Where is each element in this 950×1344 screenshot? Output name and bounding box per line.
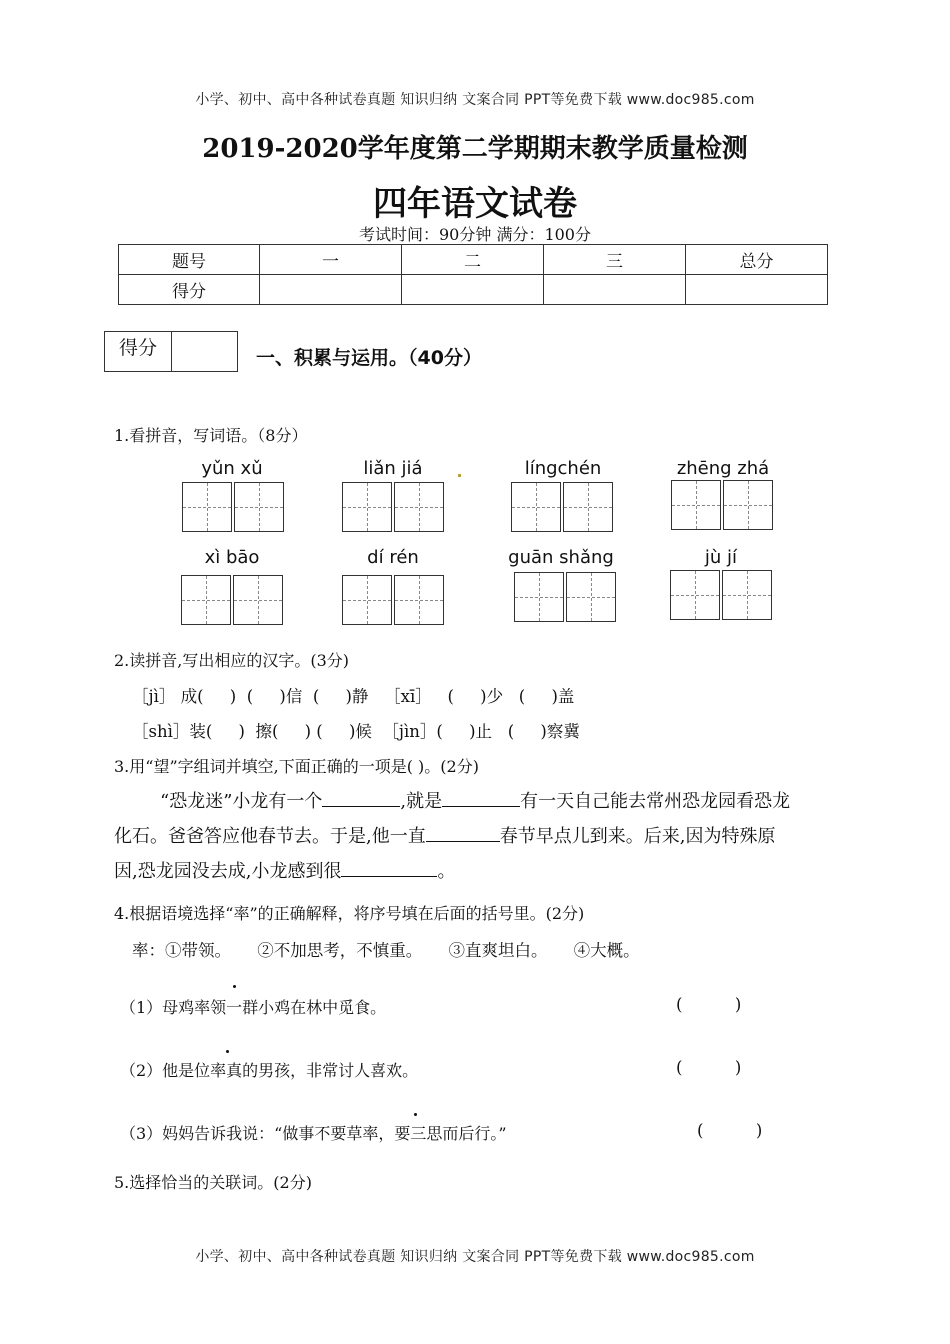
score-cell[interactable] [544, 275, 686, 305]
writing-grid[interactable] [342, 575, 446, 625]
pinyin-label: guān shǎng [508, 547, 614, 568]
question-4-options: 率：①带领。 ②不加思考，不慎重。 ③直爽坦白。 ④大概。 [132, 941, 640, 960]
fill-blank[interactable] [442, 786, 520, 807]
score-table [118, 244, 828, 305]
writing-grid[interactable] [181, 575, 285, 625]
question-3-passage [114, 784, 844, 889]
answer-paren[interactable]: ( ) [676, 1058, 742, 1077]
pinyin-label: liǎn jiá [363, 458, 423, 479]
section-score-label: 得分 [105, 332, 172, 371]
passage-text: 有一天自己能去常州恐龙园看恐龙 [520, 791, 791, 812]
exam-subtitle: 四年语文试卷 [373, 184, 577, 224]
writing-grid[interactable] [511, 482, 615, 532]
table-row [119, 275, 828, 305]
passage-text: 因,恐龙园没去成,小龙感到很 [114, 861, 342, 882]
fill-blank[interactable] [341, 856, 437, 877]
writing-grid[interactable] [182, 482, 286, 532]
pinyin-label: xì bāo [204, 547, 260, 568]
question-4-item: （2）他是位率真的男孩，非常讨人喜欢。 [120, 1061, 419, 1080]
section-title: 一、积累与运用。（40分） [256, 347, 482, 369]
question-4-prompt: 4.根据语境选择“率”的正确解释，将序号填在后面的括号里。(2分) [114, 904, 585, 923]
question-1-prompt: 1.看拼音，写词语。（8分） [114, 426, 308, 445]
question-3-prompt: 3.用“望”字组词并填空,下面正确的一项是( )。(2分) [114, 757, 479, 776]
emphasis-dot [414, 1113, 417, 1116]
emphasis-dot [226, 1050, 229, 1053]
writing-grid[interactable] [342, 482, 446, 532]
writing-grid[interactable] [671, 480, 775, 530]
passage-text: ,就是 [400, 791, 443, 812]
emphasis-dot [233, 985, 236, 988]
pinyin-label: língchén [524, 458, 602, 479]
question-5-prompt: 5.选择恰当的关联词。(2分) [114, 1173, 312, 1192]
pinyin-label: yǔn xǔ [201, 458, 263, 479]
pinyin-label: dí rén [367, 547, 419, 568]
table-row-label: 得分 [119, 275, 260, 305]
table-header-cell: 题号 [119, 245, 260, 275]
table-header-cell: 三 [544, 245, 686, 275]
question-4-item: （3）妈妈告诉我说：“做事不要草率，要三思而后行。” [120, 1124, 507, 1143]
table-header-cell: 二 [402, 245, 544, 275]
table-header-cell: 总分 [686, 245, 828, 275]
passage-text: 春节早点儿到来。后来,因为特殊原 [499, 826, 776, 847]
table-header-cell: 一 [260, 245, 402, 275]
passage-text: “恐龙迷”小龙有一个 [160, 791, 323, 812]
answer-paren[interactable]: ( ) [697, 1121, 763, 1140]
score-cell[interactable] [402, 275, 544, 305]
question-2-line: ［shì］装( ) 擦( ) ( )候 ［jìn］( )止 ( )察冀 [132, 722, 580, 741]
section-score-box [104, 331, 238, 372]
writing-grid[interactable] [514, 572, 618, 622]
answer-paren[interactable]: ( ) [676, 995, 742, 1014]
writing-grid[interactable] [670, 570, 774, 620]
pinyin-label: zhēng zhá [676, 458, 770, 479]
fill-blank[interactable] [322, 786, 400, 807]
table-row [119, 245, 828, 275]
pinyin-label: jù jí [704, 547, 738, 568]
question-2-prompt: 2.读拼音,写出相应的汉字。(3分) [114, 651, 350, 670]
score-cell[interactable] [260, 275, 402, 305]
question-2-line: ［jì］ 成( ) ( )信 ( )静 ［xī］ ( )少 ( )盖 [132, 687, 575, 706]
stray-mark [458, 474, 461, 477]
exam-title: 2019-2020学年度第二学期期末教学质量检测 [202, 134, 748, 164]
page-header: 小学、初中、高中各种试卷真题 知识归纳 文案合同 PPT等免费下载 www.doc985.com [195, 92, 755, 108]
exam-info: 考试时间：90分钟 满分：100分 [359, 225, 591, 244]
question-4-item: （1）母鸡率领一群小鸡在林中觅食。 [120, 998, 387, 1017]
passage-text: 化石。爸爸答应他春节去。于是,他一直 [114, 826, 426, 847]
page-footer: 小学、初中、高中各种试卷真题 知识归纳 文案合同 PPT等免费下载 www.doc985.com [195, 1249, 755, 1265]
fill-blank[interactable] [426, 821, 500, 842]
passage-text: 。 [437, 861, 456, 882]
score-cell[interactable] [686, 275, 828, 305]
